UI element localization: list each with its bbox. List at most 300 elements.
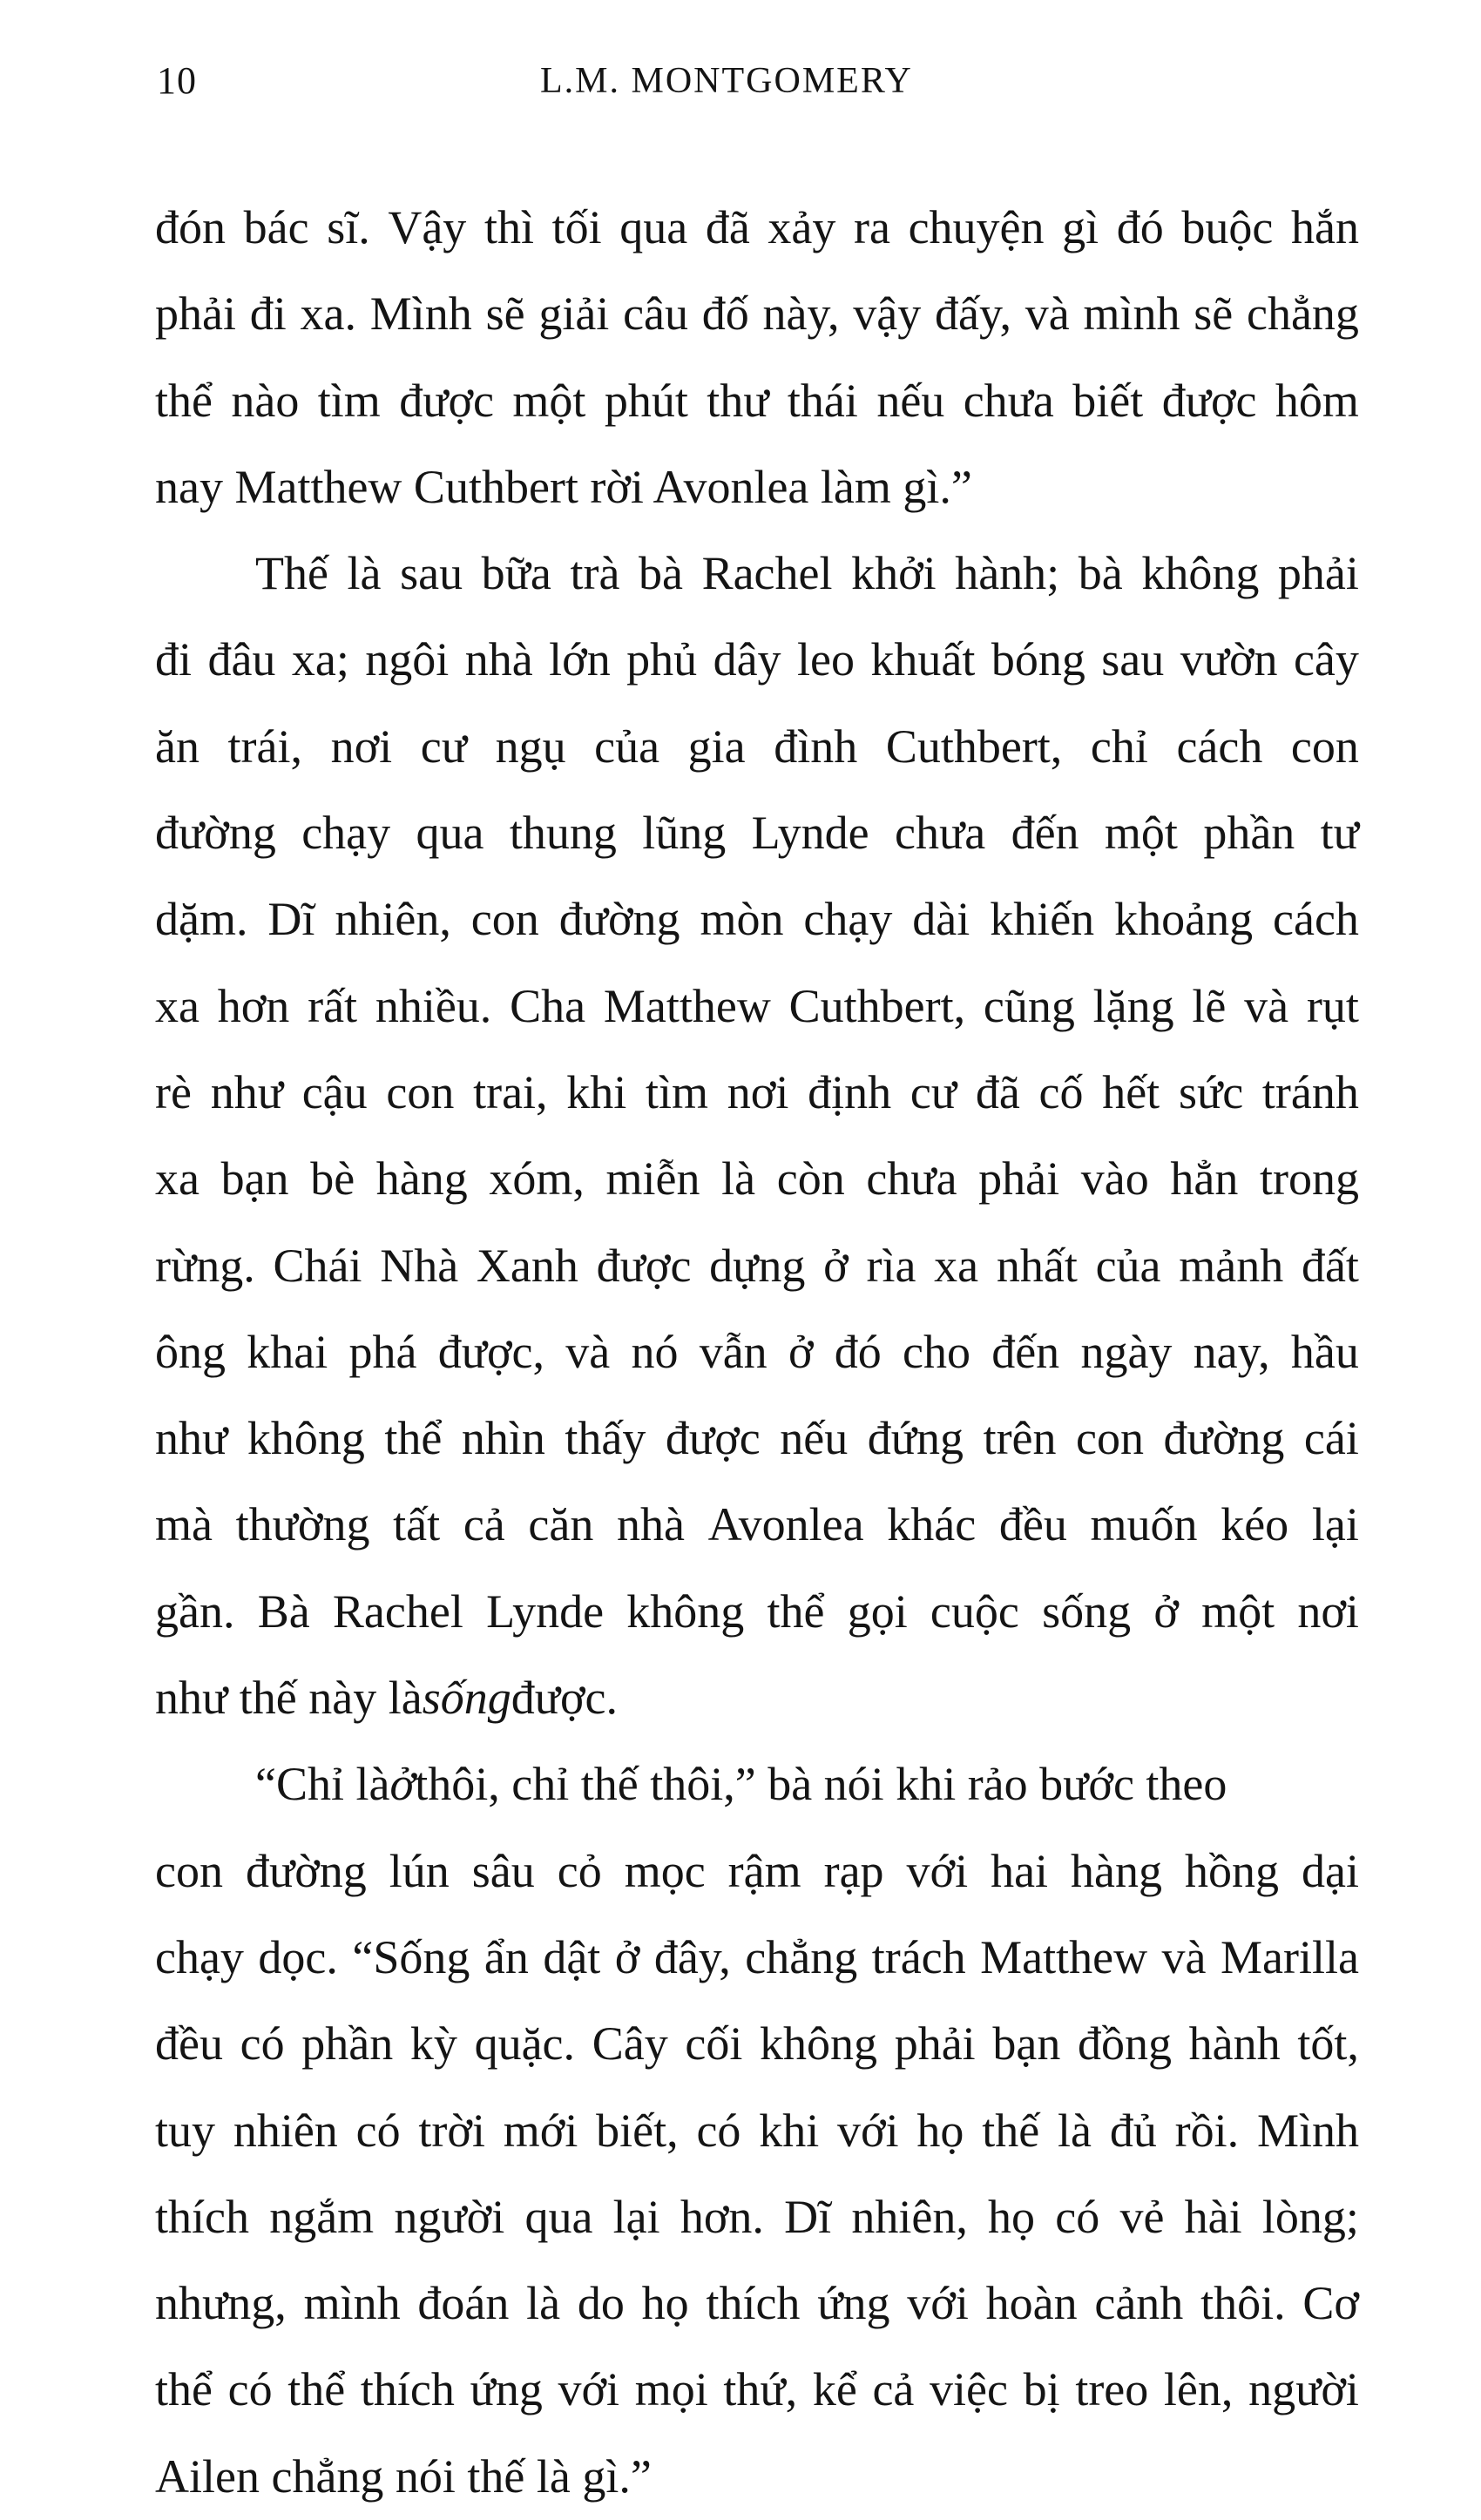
text-line bbox=[155, 2088, 1359, 2174]
word: Xanh bbox=[476, 1239, 578, 1292]
word: đường bbox=[245, 1844, 367, 1897]
word: con bbox=[1290, 720, 1359, 773]
word: thung bbox=[509, 807, 617, 860]
word: dựng bbox=[709, 1239, 806, 1292]
word: bác bbox=[243, 201, 309, 253]
word: thích bbox=[155, 2190, 249, 2243]
word: hơn. bbox=[680, 2190, 764, 2243]
word: cỏ bbox=[557, 1844, 602, 1897]
word: lại bbox=[612, 2190, 660, 2243]
word: đường bbox=[558, 893, 680, 946]
word: chạy bbox=[155, 1930, 244, 1983]
word: mới bbox=[503, 2104, 578, 2157]
word: dọc. bbox=[258, 1930, 338, 1983]
word: Matthew bbox=[603, 979, 771, 1032]
word: nơi bbox=[727, 1065, 789, 1118]
word: tìm bbox=[317, 374, 381, 427]
word: sau bbox=[400, 547, 463, 600]
word: với bbox=[907, 2277, 969, 2330]
word: ra bbox=[854, 201, 890, 253]
word: cách bbox=[1176, 720, 1263, 773]
word: khi bbox=[759, 2104, 820, 2157]
text-line bbox=[155, 271, 1359, 357]
word: khuất bbox=[870, 633, 976, 686]
italic-word: sống bbox=[422, 1672, 511, 1725]
word: Nhà bbox=[380, 1239, 459, 1292]
word: có bbox=[1055, 2190, 1100, 2243]
word: lên, bbox=[1163, 2363, 1234, 2416]
word: nó bbox=[631, 1325, 679, 1378]
text-line bbox=[155, 1050, 1359, 1136]
text-line bbox=[155, 1741, 1359, 1828]
word: có bbox=[240, 2017, 285, 2071]
word: giải bbox=[538, 287, 610, 341]
word: nhìn bbox=[461, 1412, 545, 1465]
word: mà bbox=[155, 1498, 213, 1551]
word: dại bbox=[1301, 1844, 1359, 1897]
word: thể bbox=[155, 374, 213, 427]
word: hài bbox=[1184, 2190, 1242, 2243]
word: lặng bbox=[1092, 979, 1174, 1032]
word: quặc. bbox=[474, 2017, 576, 2071]
word: Rachel bbox=[701, 547, 833, 600]
word: rạp bbox=[823, 1844, 884, 1897]
word: Chái bbox=[273, 1239, 362, 1292]
word: đến bbox=[991, 1325, 1060, 1378]
word: bị bbox=[1023, 2363, 1060, 2416]
word: do bbox=[577, 2277, 625, 2330]
word: đâu bbox=[207, 633, 276, 686]
word: cư bbox=[420, 720, 467, 773]
word: tốt, bbox=[1297, 2017, 1359, 2071]
word: Cuthbert, bbox=[788, 979, 966, 1032]
text-line bbox=[155, 2001, 1359, 2087]
word: trời bbox=[418, 2104, 485, 2157]
running-head: L.M. MONTGOMERY bbox=[540, 61, 913, 101]
word: hành bbox=[1188, 2017, 1281, 2071]
word: rồi. bbox=[1174, 2104, 1240, 2157]
word: tư bbox=[1320, 807, 1359, 860]
word: cách bbox=[1273, 893, 1359, 946]
word: bạn bbox=[220, 1152, 289, 1206]
word: hoàn bbox=[985, 2277, 1078, 2330]
word: Avonlea bbox=[707, 1498, 864, 1551]
text-line bbox=[155, 963, 1359, 1050]
word: đường bbox=[155, 807, 276, 860]
word: phá bbox=[348, 1325, 417, 1378]
word: trên bbox=[983, 1412, 1057, 1465]
text-line bbox=[155, 2174, 1359, 2260]
word: cho bbox=[903, 1325, 970, 1378]
word: phải bbox=[155, 287, 236, 341]
word: kéo bbox=[1221, 1498, 1289, 1551]
word: ở bbox=[614, 1930, 640, 1983]
word: rất bbox=[308, 979, 358, 1032]
word: một bbox=[1201, 1584, 1275, 1638]
word: Marilla bbox=[1221, 1930, 1359, 1983]
word: có bbox=[227, 2363, 273, 2416]
word: nào bbox=[231, 374, 300, 427]
word: khai bbox=[247, 1325, 328, 1378]
word: được bbox=[399, 374, 494, 427]
word: hàng bbox=[375, 1152, 468, 1206]
text-segment: “Chỉ là bbox=[255, 1758, 390, 1811]
word: trách bbox=[871, 1930, 966, 1983]
word: phần bbox=[1203, 807, 1295, 860]
word: chưa bbox=[895, 807, 986, 860]
word: thường bbox=[235, 1498, 370, 1551]
text-line bbox=[155, 1655, 1359, 1741]
word: chạy bbox=[803, 893, 893, 946]
word: trái, bbox=[227, 720, 303, 773]
word: sâu bbox=[471, 1844, 535, 1897]
text-line bbox=[155, 358, 1359, 444]
word: cả bbox=[463, 1498, 505, 1551]
text-line: Ailen chẳng nói thế là gì.” bbox=[155, 2449, 652, 2503]
word: lún bbox=[389, 1844, 450, 1897]
text-line bbox=[155, 617, 1359, 703]
word: nhiên bbox=[233, 2104, 338, 2157]
word: ở bbox=[788, 1325, 814, 1378]
word: trai, bbox=[473, 1065, 548, 1118]
word: cố bbox=[1038, 1065, 1084, 1118]
word: sẽ bbox=[1194, 287, 1234, 341]
word: bà bbox=[1078, 547, 1123, 600]
word: với bbox=[558, 2363, 620, 2416]
word: tối bbox=[551, 201, 602, 253]
word: cây bbox=[1293, 633, 1359, 686]
word: việc bbox=[930, 2363, 1008, 2416]
word: và bbox=[565, 1325, 611, 1378]
word: gần. bbox=[155, 1584, 235, 1638]
word: ngụ bbox=[495, 720, 566, 773]
word: thế bbox=[982, 2104, 1040, 2157]
text-line bbox=[155, 530, 1359, 617]
word: Lynde bbox=[486, 1584, 605, 1638]
word: ngôi bbox=[365, 633, 450, 686]
word: thư bbox=[707, 374, 769, 427]
word: sĩ. bbox=[327, 201, 370, 253]
text-line bbox=[155, 876, 1359, 963]
word: phút bbox=[604, 374, 688, 427]
word: bóng bbox=[991, 633, 1085, 686]
word: đó bbox=[834, 1325, 882, 1378]
word: cả bbox=[872, 2363, 915, 2416]
word: rụt bbox=[1306, 979, 1359, 1032]
word: được bbox=[596, 1239, 692, 1292]
word: câu bbox=[623, 287, 688, 341]
word: ăn bbox=[155, 720, 199, 773]
word: hết bbox=[1102, 1065, 1160, 1118]
word: thấy bbox=[565, 1412, 646, 1465]
word: một bbox=[1104, 807, 1178, 860]
word: là bbox=[1058, 2104, 1092, 2157]
word: Mình bbox=[369, 287, 472, 341]
word: tìm bbox=[646, 1065, 709, 1118]
word: đình bbox=[774, 720, 858, 773]
word: dặm. bbox=[155, 893, 248, 946]
word: nhà bbox=[464, 633, 533, 686]
word: thể bbox=[155, 2363, 213, 2416]
word: khởi bbox=[851, 547, 937, 600]
text-line: nay Matthew Cuthbert rời Avonlea làm gì.” bbox=[155, 460, 972, 513]
word: mình bbox=[1083, 287, 1180, 341]
word: tránh bbox=[1261, 1065, 1359, 1118]
word: Vậy bbox=[388, 201, 467, 253]
word: mọi bbox=[634, 2363, 708, 2416]
text-line bbox=[155, 704, 1359, 790]
word: hồng bbox=[1185, 1844, 1279, 1897]
word: biết bbox=[1072, 374, 1144, 427]
word: người bbox=[394, 2190, 505, 2243]
word: và bbox=[1161, 1930, 1207, 1983]
word: Cây bbox=[592, 2017, 668, 2071]
word: xa bbox=[934, 1239, 979, 1292]
word: dài bbox=[912, 893, 970, 946]
word: này, bbox=[762, 287, 840, 341]
word: mảnh bbox=[1179, 1239, 1284, 1292]
word: hàng bbox=[1071, 1844, 1163, 1897]
word: kỳ bbox=[409, 2017, 457, 2071]
word: bạn bbox=[992, 2017, 1061, 2071]
word: và bbox=[1025, 287, 1070, 341]
word: được, bbox=[437, 1325, 544, 1378]
word: rè bbox=[155, 1065, 192, 1118]
word: của bbox=[594, 720, 660, 773]
word: đó bbox=[1116, 201, 1164, 253]
word: nếu bbox=[876, 374, 945, 427]
text-line bbox=[155, 1482, 1359, 1568]
word: Dĩ bbox=[784, 2190, 832, 2243]
word: vậy bbox=[853, 287, 922, 341]
word: phải bbox=[978, 1152, 1060, 1206]
word: mình bbox=[303, 2277, 401, 2330]
word: qua bbox=[416, 807, 484, 860]
word: chưa bbox=[866, 1152, 957, 1206]
word: chuyện bbox=[908, 201, 1045, 253]
word: muốn bbox=[1090, 1498, 1198, 1551]
text-line bbox=[155, 1569, 1359, 1655]
word: căn bbox=[528, 1498, 594, 1551]
word: dật bbox=[543, 1930, 601, 1983]
word: hẳn bbox=[1170, 1152, 1239, 1206]
word: là bbox=[721, 1152, 756, 1206]
word: nơi bbox=[330, 720, 393, 773]
word: bà bbox=[639, 547, 683, 600]
word: đã bbox=[975, 1065, 1020, 1118]
word: thứ, bbox=[723, 2363, 798, 2416]
word: Matthew bbox=[980, 1930, 1148, 1983]
word: có bbox=[696, 2104, 741, 2157]
word: ông bbox=[155, 1325, 226, 1378]
word: như bbox=[155, 1412, 228, 1465]
word: đố bbox=[701, 287, 749, 341]
word: thể bbox=[287, 2363, 346, 2416]
word: và bbox=[1244, 979, 1289, 1032]
word: tất bbox=[393, 1498, 441, 1551]
text-line bbox=[155, 1136, 1359, 1222]
word: tuy bbox=[155, 2104, 216, 2157]
word: chạy bbox=[301, 807, 391, 860]
word: Lynde bbox=[751, 807, 869, 860]
word: khác bbox=[887, 1498, 977, 1551]
word: đồng bbox=[1078, 2017, 1172, 2071]
word: qua bbox=[619, 201, 688, 253]
word: lớn bbox=[549, 633, 611, 686]
word: cái bbox=[1303, 1412, 1359, 1465]
word: ngày bbox=[1080, 1325, 1173, 1378]
word: lũng bbox=[642, 807, 727, 860]
word: khi bbox=[566, 1065, 627, 1118]
word: là bbox=[526, 2277, 561, 2330]
word: con bbox=[386, 1065, 455, 1118]
word: sau bbox=[1101, 633, 1165, 686]
word: là bbox=[347, 547, 382, 600]
word: chưa bbox=[963, 374, 1054, 427]
text-line bbox=[155, 1828, 1359, 1915]
word: định bbox=[808, 1065, 892, 1118]
word: biết, bbox=[596, 2104, 679, 2157]
word: đủ bbox=[1109, 2104, 1157, 2157]
text-line bbox=[155, 2260, 1359, 2347]
word: cậu bbox=[301, 1065, 368, 1118]
word: được bbox=[1161, 374, 1257, 427]
text-line bbox=[155, 185, 1359, 271]
word: Cuthbert, bbox=[885, 720, 1063, 773]
text-line bbox=[155, 1395, 1359, 1482]
word: nếu bbox=[780, 1412, 849, 1465]
word: trong bbox=[1259, 1152, 1359, 1206]
word: ngắm bbox=[269, 2190, 375, 2243]
word: vẫn bbox=[699, 1325, 768, 1378]
word: xa bbox=[155, 979, 199, 1032]
text-line bbox=[155, 1915, 1359, 2001]
word: có bbox=[355, 2104, 401, 2157]
word: buộc bbox=[1181, 201, 1274, 253]
word: rừng. bbox=[155, 1239, 255, 1292]
word: ứng bbox=[470, 2363, 543, 2416]
word: xảy bbox=[768, 201, 836, 253]
word: với bbox=[906, 1844, 969, 1897]
word: khiến bbox=[990, 893, 1095, 946]
word: chỉ bbox=[1090, 720, 1148, 773]
word: đấy, bbox=[935, 287, 1011, 341]
page-header bbox=[157, 51, 1350, 111]
word: đứng bbox=[867, 1412, 964, 1465]
word: phải bbox=[1277, 547, 1359, 600]
word: hơn bbox=[217, 979, 290, 1032]
word: con bbox=[470, 893, 539, 946]
word: gọi bbox=[847, 1584, 908, 1638]
word: thích bbox=[706, 2277, 801, 2330]
word: ẩn bbox=[484, 1930, 529, 1983]
word: thôi. bbox=[1200, 2277, 1286, 2330]
word: Rachel bbox=[332, 1584, 463, 1638]
word: Thế bbox=[255, 547, 328, 600]
word: leo bbox=[796, 633, 855, 686]
word: cối bbox=[685, 2017, 743, 2071]
word: trà bbox=[570, 547, 620, 600]
word: không bbox=[1141, 547, 1260, 600]
word: Cơ bbox=[1302, 2277, 1359, 2330]
word: hôm bbox=[1275, 374, 1359, 427]
word: rậm bbox=[727, 1844, 801, 1897]
word: với bbox=[837, 2104, 899, 2157]
word: còn bbox=[776, 1152, 845, 1206]
word: mọc bbox=[624, 1844, 706, 1897]
word: họ bbox=[641, 2277, 689, 2330]
word: vẻ bbox=[1119, 2190, 1165, 2243]
word: nay, bbox=[1193, 1325, 1270, 1378]
text-line bbox=[155, 790, 1359, 876]
word: không bbox=[626, 1584, 745, 1638]
word: lại bbox=[1311, 1498, 1359, 1551]
word: sẽ bbox=[485, 287, 525, 341]
word: kể bbox=[812, 2363, 857, 2416]
word: qua bbox=[524, 2190, 593, 2243]
italic-word: ở bbox=[389, 1758, 416, 1811]
word: thích bbox=[360, 2363, 455, 2416]
word: Mình bbox=[1256, 2104, 1359, 2157]
word: đoán bbox=[417, 2277, 510, 2330]
word: Cha bbox=[510, 979, 586, 1032]
word: cư bbox=[910, 1065, 957, 1118]
word: cảnh bbox=[1094, 2277, 1184, 2330]
text-line bbox=[155, 1309, 1359, 1395]
word: nhất bbox=[996, 1239, 1078, 1292]
word: nhiên, bbox=[335, 893, 451, 946]
word: thái bbox=[787, 374, 858, 427]
word: thì bbox=[484, 201, 534, 253]
word: đây, bbox=[653, 1930, 731, 1983]
word: mòn bbox=[700, 893, 784, 946]
word: chẳng bbox=[745, 1930, 858, 1983]
word: ứng bbox=[817, 2277, 890, 2330]
word: vào bbox=[1080, 1152, 1149, 1206]
word: vườn bbox=[1180, 633, 1278, 686]
word: con bbox=[155, 1844, 223, 1897]
word: dây bbox=[713, 633, 781, 686]
word: xa bbox=[155, 1152, 199, 1206]
word: gì bbox=[1062, 201, 1099, 253]
body-text bbox=[155, 185, 1359, 2520]
word: đi bbox=[155, 633, 193, 686]
word: như bbox=[210, 1065, 283, 1118]
word: ở bbox=[823, 1239, 849, 1292]
page-number: 10 bbox=[157, 59, 197, 102]
word: một bbox=[512, 374, 586, 427]
text-segment: được. bbox=[511, 1672, 618, 1725]
text-line bbox=[155, 1223, 1359, 1309]
word: họ bbox=[988, 2190, 1036, 2243]
word: hắn bbox=[1291, 201, 1359, 253]
word: nhưng, bbox=[155, 2277, 287, 2330]
text-segment: như thế này là bbox=[155, 1672, 423, 1725]
word: Bà bbox=[257, 1584, 310, 1638]
word: thể bbox=[384, 1412, 443, 1465]
word: họ bbox=[916, 2104, 964, 2157]
word: con bbox=[1076, 1412, 1145, 1465]
word: phủ bbox=[626, 633, 698, 686]
word: khoảng bbox=[1114, 893, 1254, 946]
word: đi bbox=[249, 287, 287, 341]
word: đường bbox=[1163, 1412, 1285, 1465]
word: lẽ bbox=[1192, 979, 1227, 1032]
word: được bbox=[665, 1412, 761, 1465]
word: bữa bbox=[481, 547, 551, 600]
word: đều bbox=[998, 1498, 1067, 1551]
word: đất bbox=[1301, 1239, 1359, 1292]
